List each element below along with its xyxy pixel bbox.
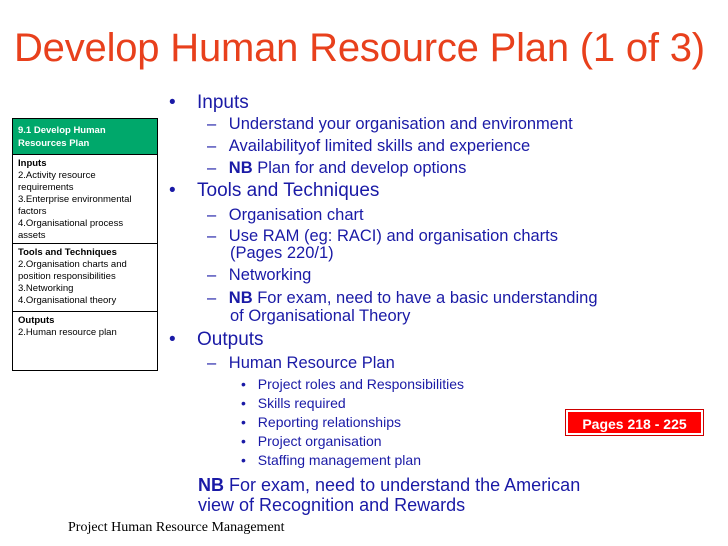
sub-bullet-text: Networking xyxy=(228,266,312,284)
nb-note-line: For exam, need to understand the American xyxy=(224,475,581,495)
bullet-dot-icon: • xyxy=(241,414,246,430)
sub-bullet-text: Human Resource Plan xyxy=(228,354,395,372)
tools-item: 3.Networking xyxy=(18,283,74,294)
sub-bullet-text: Plan for and develop options xyxy=(252,159,467,177)
sub-bullet xyxy=(207,266,311,285)
slide-footer: Project Human Resource Management xyxy=(68,520,285,535)
sub-bullet-continuation: (Pages 220/1) xyxy=(230,244,334,262)
bullet-label: Inputs xyxy=(197,92,249,113)
process-summary-panel xyxy=(12,118,158,371)
sub-bullet xyxy=(207,354,395,373)
sub-bullet-text: For exam, need to have a basic understanding xyxy=(252,289,598,307)
sub-sub-bullet-text: Staffing management plan xyxy=(257,452,421,468)
inputs-item: 3.Enterprise environmental factors xyxy=(18,194,132,217)
tools-item: 2.Organisation charts and position responsibilities xyxy=(18,259,127,282)
sub-bullet-text: Understand your organisation and environment xyxy=(228,115,573,133)
sub-bullet xyxy=(207,206,364,225)
dash-icon: – xyxy=(207,115,217,133)
bullet-label: Tools and Techniques xyxy=(197,180,380,201)
bullet-dot-icon: • xyxy=(241,376,246,392)
sub-bullet xyxy=(207,137,530,156)
bullet-inputs xyxy=(169,92,249,114)
sub-bullet xyxy=(207,289,598,308)
bullet-outputs xyxy=(169,329,264,351)
inputs-item: 4.Organisational process assets xyxy=(18,218,124,241)
process-summary-tools xyxy=(13,244,157,312)
sub-bullet xyxy=(207,159,466,178)
sub-bullet xyxy=(207,115,573,134)
bullet-dot-icon: • xyxy=(241,395,246,411)
slide-title: Develop Human Resource Plan (1 of 3) xyxy=(14,26,705,70)
bullet-dot-icon: • xyxy=(169,329,176,350)
bullet-dot-icon: • xyxy=(169,180,176,201)
bullet-tools xyxy=(169,180,380,202)
sub-bullet-continuation: of Organisational Theory xyxy=(230,307,411,325)
tools-title: Tools and Techniques xyxy=(18,247,117,258)
dash-icon: – xyxy=(207,137,217,155)
inputs-item: 2.Activity resource requirements xyxy=(18,170,96,193)
tools-item: 4.Organisational theory xyxy=(18,295,117,306)
dash-icon: – xyxy=(207,266,217,284)
sub-bullet-text: Use RAM (eg: RACI) and organisation charts xyxy=(228,227,558,245)
sub-sub-bullet xyxy=(241,414,401,430)
sub-sub-bullet-text: Reporting relationships xyxy=(257,414,401,430)
process-summary-inputs xyxy=(13,155,157,244)
nb-note-line: view of Recognition and Rewards xyxy=(198,495,466,515)
outputs-item: 2.Human resource plan xyxy=(18,327,117,338)
dash-icon: – xyxy=(207,289,217,307)
outputs-title: Outputs xyxy=(18,315,55,326)
sub-sub-bullet xyxy=(241,452,421,468)
inputs-title: Inputs xyxy=(18,158,47,169)
sub-sub-bullet xyxy=(241,376,464,392)
process-summary-header: 9.1 Develop Human Resources Plan xyxy=(13,119,157,155)
bullet-dot-icon: • xyxy=(241,452,246,468)
process-summary-outputs xyxy=(13,312,157,370)
nb-note xyxy=(198,475,580,496)
sub-sub-bullet-text: Project roles and Responsibilities xyxy=(257,376,465,392)
sub-bullet-text: Availabilityof limited skills and experience xyxy=(228,137,531,155)
nb-prefix: NB xyxy=(228,289,253,307)
nb-prefix: NB xyxy=(198,475,224,495)
sub-bullet-text: Organisation chart xyxy=(228,206,364,224)
bullet-dot-icon: • xyxy=(241,433,246,449)
sub-sub-bullet-text: Project organisation xyxy=(257,433,382,449)
dash-icon: – xyxy=(207,206,217,224)
dash-icon: – xyxy=(207,227,217,245)
bullet-label: Outputs xyxy=(197,329,264,350)
dash-icon: – xyxy=(207,354,217,372)
bullet-dot-icon: • xyxy=(169,92,176,113)
pages-badge: Pages 218 - 225 xyxy=(566,410,703,435)
sub-sub-bullet-text: Skills required xyxy=(257,395,346,411)
sub-sub-bullet xyxy=(241,433,382,449)
nb-prefix: NB xyxy=(228,159,253,177)
sub-sub-bullet xyxy=(241,395,346,411)
dash-icon: – xyxy=(207,159,217,177)
